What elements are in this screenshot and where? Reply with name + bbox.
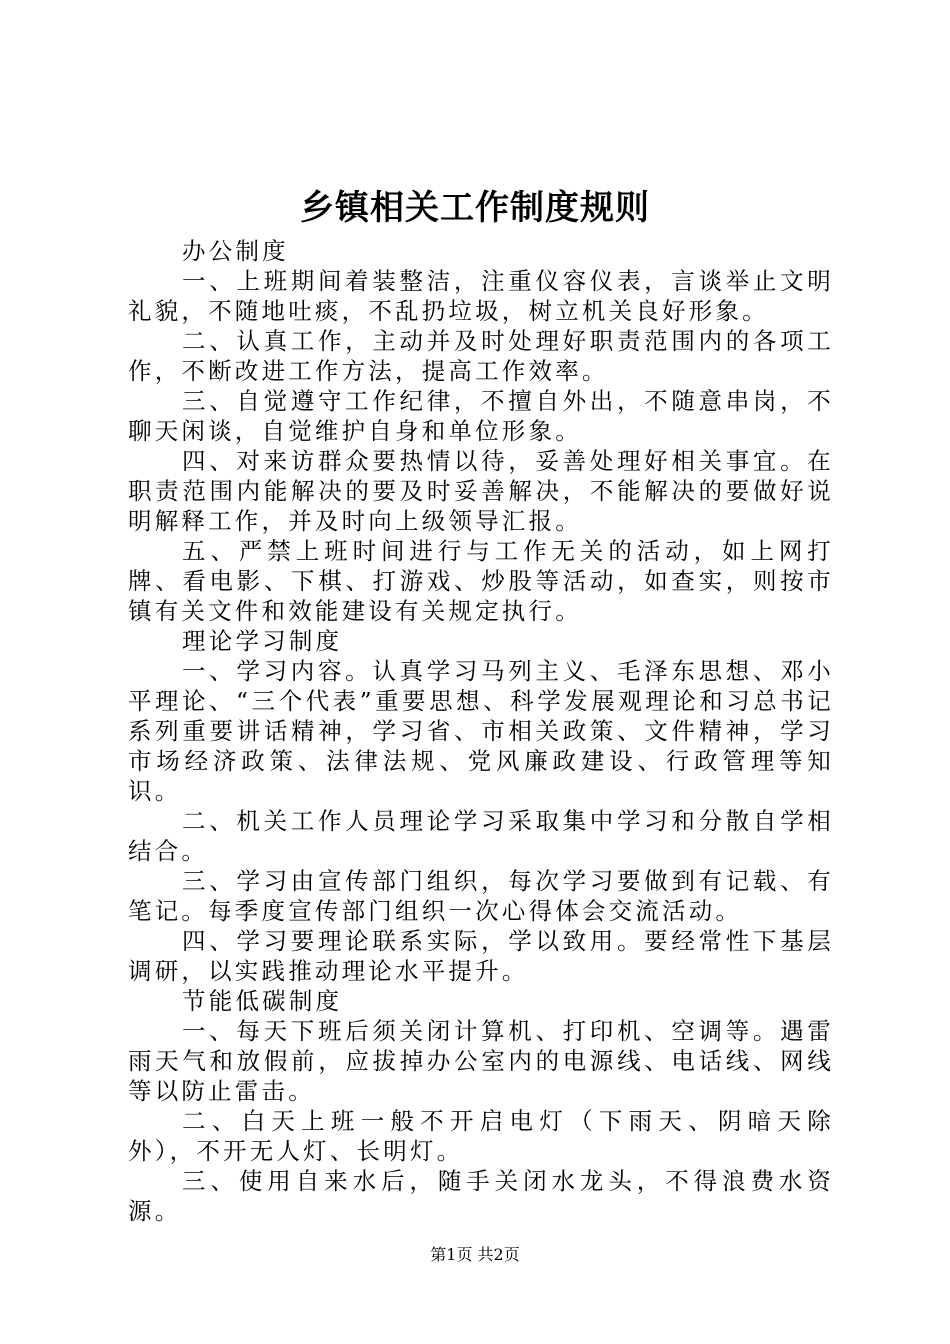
section-heading-office: 办公制度: [182, 237, 289, 265]
paragraph: 二、机关工作人员理论学习采取集中学习和分散自学相结合。: [128, 807, 834, 865]
paragraph: 四、对来访群众要热情以待，妥善处理好相关事宜。在职责范围内能解决的要及时妥善解决，不能解决的要做好说明解释工作，并及时向上级领导汇报。: [128, 447, 834, 535]
section-heading-energy-saving: 节能低碳制度: [182, 987, 343, 1015]
paragraph: 一、每天下班后须关闭计算机、打印机、空调等。遇雷雨天气和放假前，应拔掉办公室内的电源线、电话线、网线等以防止雷击。: [128, 1017, 834, 1105]
section-heading-theory-study: 理论学习制度: [182, 627, 343, 655]
paragraph: 一、学习内容。认真学习马列主义、毛泽东思想、邓小平理论、“三个代表”重要思想、科学发展观理论和习总书记系列重要讲话精神，学习省、市相关政策、文件精神，学习市场经济政策、法律法规、党风廉政建设、行政管理等知识。: [128, 657, 834, 805]
paragraph: 五、严禁上班时间进行与工作无关的活动，如上网打牌、看电影、下棋、打游戏、炒股等活动，如查实，则按市镇有关文件和效能建设有关规定执行。: [128, 537, 834, 625]
document-title: 乡镇相关工作制度规则: [300, 188, 650, 228]
paragraph: 三、使用自来水后，随手关闭水龙头，不得浪费水资源。: [128, 1167, 834, 1225]
paragraph: 四、学习要理论联系实际，学以致用。要经常性下基层调研，以实践推动理论水平提升。: [128, 927, 834, 985]
paragraph: 三、自觉遵守工作纪律，不擅自外出，不随意串岗，不聊天闲谈，自觉维护自身和单位形象。: [128, 387, 834, 445]
document-body: [128, 236, 834, 1226]
paragraph: 一、上班期间着装整洁，注重仪容仪表，言谈举止文明礼貌，不随地吐痰，不乱扔垃圾，树立机关良好形象。: [128, 267, 834, 325]
paragraph: 二、白天上班一般不开启电灯（下雨天、阴暗天除外），不开无人灯、长明灯。: [128, 1107, 834, 1165]
page-number-footer: 第1页 共2页: [430, 1245, 520, 1264]
paragraph: 三、学习由宣传部门组织，每次学习要做到有记载、有笔记。每季度宣传部门组织一次心得体会交流活动。: [128, 867, 834, 925]
paragraph: 二、认真工作，主动并及时处理好职责范围内的各项工作，不断改进工作方法，提高工作效率。: [128, 327, 834, 385]
